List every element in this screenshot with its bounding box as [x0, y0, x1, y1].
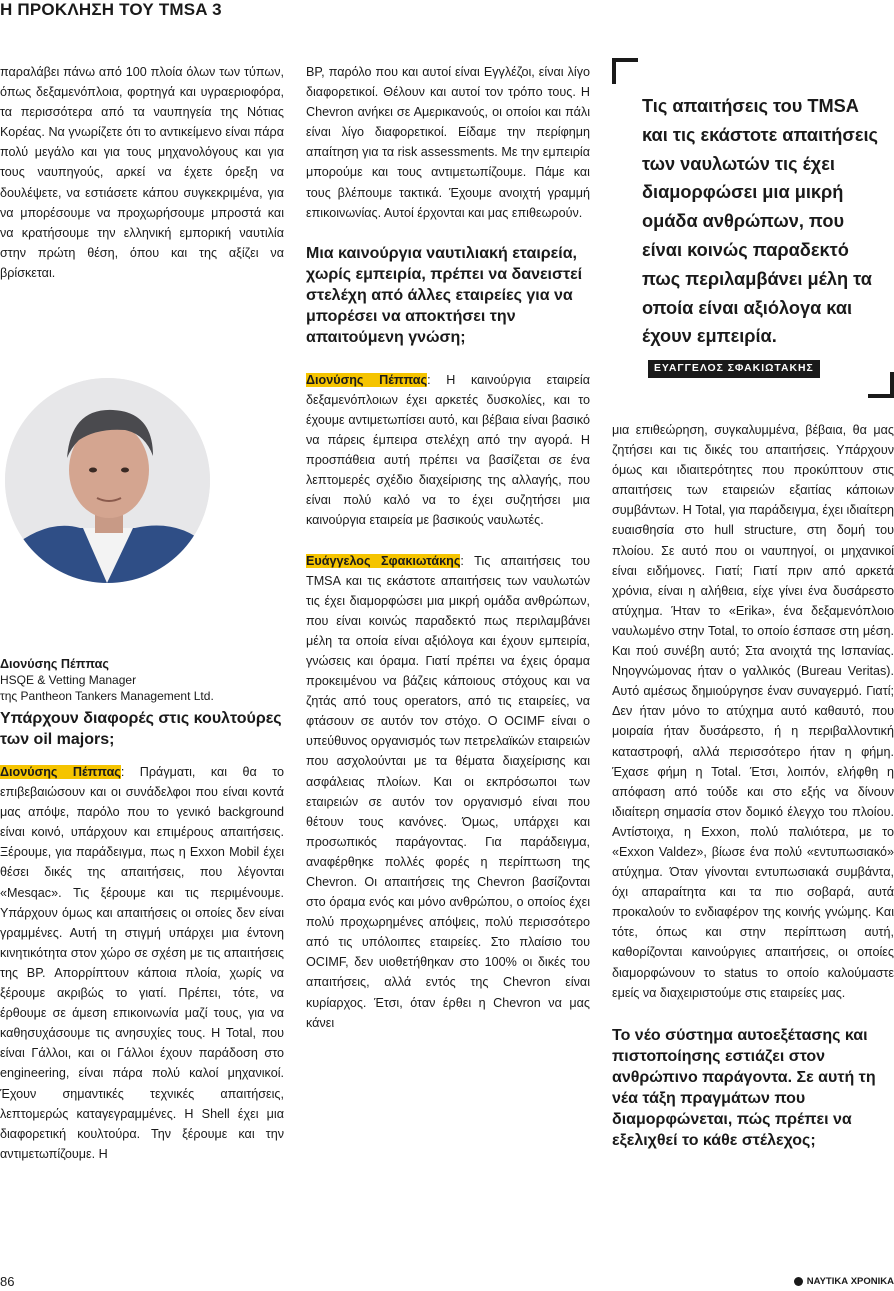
question-heading: Υπάρχουν διαφορές στις κουλτούρες των oil majors; — [0, 710, 282, 748]
section-header: Η ΠΡΟΚΛΗΣΗ ΤΟΥ TMSA 3 — [0, 0, 222, 19]
photo-caption — [0, 656, 290, 704]
brand-name: ΝΑΥΤΙΚΑ ΧΡΟΝΙΚΑ — [806, 1276, 894, 1287]
paragraph — [0, 762, 284, 1164]
speaker-highlight: Διονύσης Πέππας — [306, 372, 428, 387]
question-heading: Το νέο σύστημα αυτοεξέτασης και πιστοποίησης εστιάζει στον ανθρώπινο παράγοντα. Σε αυτή τη νέα τάξη πραγμάτων που διαμορφώνεται, πώς πρέπει να εξελιχθεί το κάθε στέλεχος; — [612, 1026, 876, 1149]
answer-text: : Η καινούργια εταιρεία δεξαμενόπλοιων έχει αρκετές δυσκολίες, και το έχουμε αντιμετωπίσει αυτό, και βέβαια είναι βασικό να πάρεις έμπειρα στελέχη από την αγορά. Η προσπάθεια αυτή πρέπει να βασίζεται σε ένα λεπτομερές σχέδιο διαχείρισης της αλλαγής, που είναι πολύ καλό να το έχει συζητήσει μια καινούργια εταιρεία με βασικούς ναυλωτές. — [306, 372, 590, 528]
paragraph: παραλάβει πάνω από 100 πλοία όλων των τύπων, όπως δεξαμενόπλοια, φορτηγά και υγραεριοφόρα, τα περισσότερα από τα ναυπηγεία της Νότιας Κορέας. Να γνωρίζετε ότι το αντικείμενο είναι πάρα πολύ μεγάλο και για τους μηχανολόγους και για τους ναυπηγούς, αρκεί να έχετε όρεξη να δουλέψετε, να εστιάσετε κάπου συγκεκριμένα, για να μπορέσουμε να προχωρήσουμε μπροστά και να κρατήσουμε την ελληνική εμπορική ναυτιλία στην πρώτη θέση, όπου και της αξίζει να βρίσκεται. — [0, 65, 284, 280]
paragraph — [306, 551, 590, 1033]
answer-text: : Πράγματι, και θα το επιβεβαιώσουν και οι συνάδελφοι που είναι κοντά μας απόψε, παρόλο που το γενικό background είναι κοινό, υπάρχουν και επιμέρους απαιτήσεις. Ξέρουμε, για παράδειγμα, πως η Exxon Mobil έχει θέσει δικές της απαιτήσεις, που λέγονται «Mesqac». Τις ξέρουμε και τις περιμένουμε. Υπάρχουν όμως και απαιτήσεις οι οποίες δεν είναι γραμμένες. Αυτή τη στιγμή υπάρχει μια έντονη κινητικότητα στον χώρο σε σχέση με τις απαιτήσεις της BP. Απορρίπτουν κάποια πλοία, χωρίς να ξέρουμε ακριβώς το γιατί. Πρέπει, τότε, να έρθουμε σε άμεση επικοινωνία μαζί τους, για να καθησυχάσουμε τις ανησυχίες τους. Η Total, που είναι Γάλλοι, και οι Γάλλοι έχουν παράδοση στο engineering, είναι πάρα πολύ καλοί μηχανικοί. Έχουν σημαντικές τεχνικές απαιτήσεις, λεπτομερώς καταγεγραμμένες. Η Shell έχει μια διαφορετική κουλτούρα. Την ξέρουμε και την αντιμετωπίζουμε. Η — [0, 765, 284, 1161]
caption-role: HSQE & Vetting Manager — [0, 673, 137, 687]
speaker-highlight: Διονύσης Πέππας — [0, 765, 121, 779]
magazine-brand — [794, 1276, 894, 1287]
answer-text: : Τις απαιτήσεις του TMSA και τις εκάστοτε απαιτήσεις των ναυλωτών τις έχει διαμορφώσει μια μικρή ομάδα ανθρώπων, που είναι κοινώς παραδεκτό πως περιλαμβάνει μέλη τα οποία είναι αξιόλογα και έχουν εμπειρία, γνώσεις και όραμα. Γιατί πρέπει να έχεις όραμα προκειμένου να βάζεις κάποιους στόχους και να ζητάς από τους operators, από τις εταιρείες, να φτάσουν σε αυτόν τον στόχο. Ο OCIMF είναι ο υπεύθυνος οργανισμός των πετρελαϊκών εταιρειών που ασχολούνται με τα θέματα διαχείρισης και ασφάλειας πλοίων. Και οι εκπρόσωποι των εταιρειών σε αυτόν τον οργανισμό είναι που θέτουν τους κανόνες. Όμως, υπάρχει και προσωπικός παράγοντας. Για παράδειγμα, αναφέρθηκε πολλές φορές η περίπτωση της Chevron. Οι απαιτήσεις της Chevron βασίζονται στο όραμα ενός και μόνο ανθρώπου, ο οποίος έχει πολύ προχωρημένες απόψεις, πολύ περισσότερο από τις υπόλοιπες εταιρείες. Στο πλαίσιο του OCIMF, δεν υιοθετήθηκαν στο 100% οι δικές του απαιτήσεις, αλλά εντός της Chevron είναι κυρίαρχος. Έτσι, όταν έρθει η Chevron να μας κάνει — [306, 553, 590, 1030]
pull-quote-text: Τις απαιτήσεις του TMSA και τις εκάστοτε απαιτήσεις των ναυλωτών τις έχει διαμορφώσει μια μικρή ομάδα ανθρώπων, που είναι κοινώς παραδεκτό πως περιλαμβάνει μέλη τα οποία είναι αξιόλογα και έχουν εμπειρία. — [642, 96, 878, 347]
portrait-photo — [5, 378, 210, 583]
column-1-lower — [0, 708, 284, 1164]
paragraph: BP, παρόλο που και αυτοί είναι Εγγλέζοι, είναι λίγο διαφορετικοί. Θέλουν και αυτοί τον τρόπο τους. Η Chevron ανήκει σε Αμερικανούς, οι οποίοι και πάλι είναι λίγο διαφορετικοί. Είδαμε την περίφημη απαίτηση για τα risk assessments. Με την εμπειρία μπορούμε και τους αντιμετωπίζουμε. Πάμε και τους βλέπουμε τακτικά. Έχουμε ανοιχτή γραμμή επικοινωνίας. Αυτοί έρχονται και μας επιθεωρούν. — [306, 65, 590, 220]
column-2 — [306, 62, 590, 1033]
pull-quote-author: ΕΥΑΓΓΕΛΟΣ ΣΦΑΚΙΩΤΑΚΗΣ — [648, 360, 820, 378]
caption-company: της Pantheon Tankers Management Ltd. — [0, 689, 214, 703]
paragraph — [306, 370, 590, 531]
question-heading: Μια καινούργια ναυτιλιακή εταιρεία, χωρίς εμπειρία, πρέπει να δανειστεί στελέχη από άλλες εταιρείες για να μπορέσει να αποκτήσει την απαιτούμενη γνώση; — [306, 244, 583, 346]
paragraph: μια επιθεώρηση, συγκαλυμμένα, βέβαια, θα μας ζητήσει και τις δικές του απαιτήσεις. Υπάρχουν όμως και ιδιαιτερότητες που προκύπτουν στις απαιτήσεις των εταιρειών εξαιτίας κάποιων συμβάντων. Η Total, για παράδειγμα, έχει ιδιαίτερη ευαισθησία στο hull structure, στη δομή του πλοίου. Σε αυτό που οι ναυπηγοί, οι μηχανικοί είναι ειδήμονες. Γιατί; Γιατί πριν από αρκετά χρόνια, είναι η αλήθεια, είχε γίνει ένα δυσάρεστο ατύχημα. Ήταν το «Erika», ένα δεξαμενόπλοιο ναυλωμένο στην Total, το οποίο έσπασε στη μέση. Και πού συνέβη αυτό; Στα ανοιχτά της Ισπανίας. Νηογνώμονας ήταν ο γαλλικός (Bureau Veritas). Αυτό αμέσως δημιούργησε έναν συναγερμό. Γιατί; Δεν ήταν μόνο το ατύχημα αυτό καθαυτό, που μοιραία ήταν δυσάρεστο, ή η περιβαλλοντική καταστροφή, αλλά περισσότερο ήταν η φήμη. Έχασε φήμη η Total. Έτσι, λοιπόν, ελήφθη η απόφαση από τούδε και στο εξής να δίνουν ιδιαίτερη σημασία στον δομικό έλεγχο του πλοίου. Αντίστοιχα, η Exxon, πολύ παλιότερα, με το «Exxon Valdez», βίωσε ένα πολύ «εντυπωσιακό» ατύχημα. Όταν γίνονται εντυπωσιακά συμβάντα, όχι απαραίτητα και τα πιο σοβαρά, αυτά προκαλούν το ενδιαφέρον της κοινής γνώμης. Και τότε, όπως και στην περίπτωση αυτή, καθορίζονται καινούργιες απαιτήσεις, οι οποίες διαμορφώνουν το status το οποίο καλούμαστε εμείς να διαχειριστούμε στις εταιρείες μας. — [612, 423, 894, 1000]
quote-corner-bottom-right — [868, 372, 894, 398]
portrait-illustration — [5, 378, 210, 583]
page-number: 86 — [0, 1274, 15, 1289]
column-1 — [0, 62, 284, 283]
quote-corner-top-left — [612, 58, 638, 84]
pull-quote — [612, 58, 894, 398]
speaker-highlight: Ευάγγελος Σφακιωτάκης — [306, 553, 461, 568]
brand-logo-icon — [794, 1277, 803, 1286]
caption-name: Διονύσης Πέππας — [0, 657, 109, 671]
column-3 — [612, 420, 894, 1151]
